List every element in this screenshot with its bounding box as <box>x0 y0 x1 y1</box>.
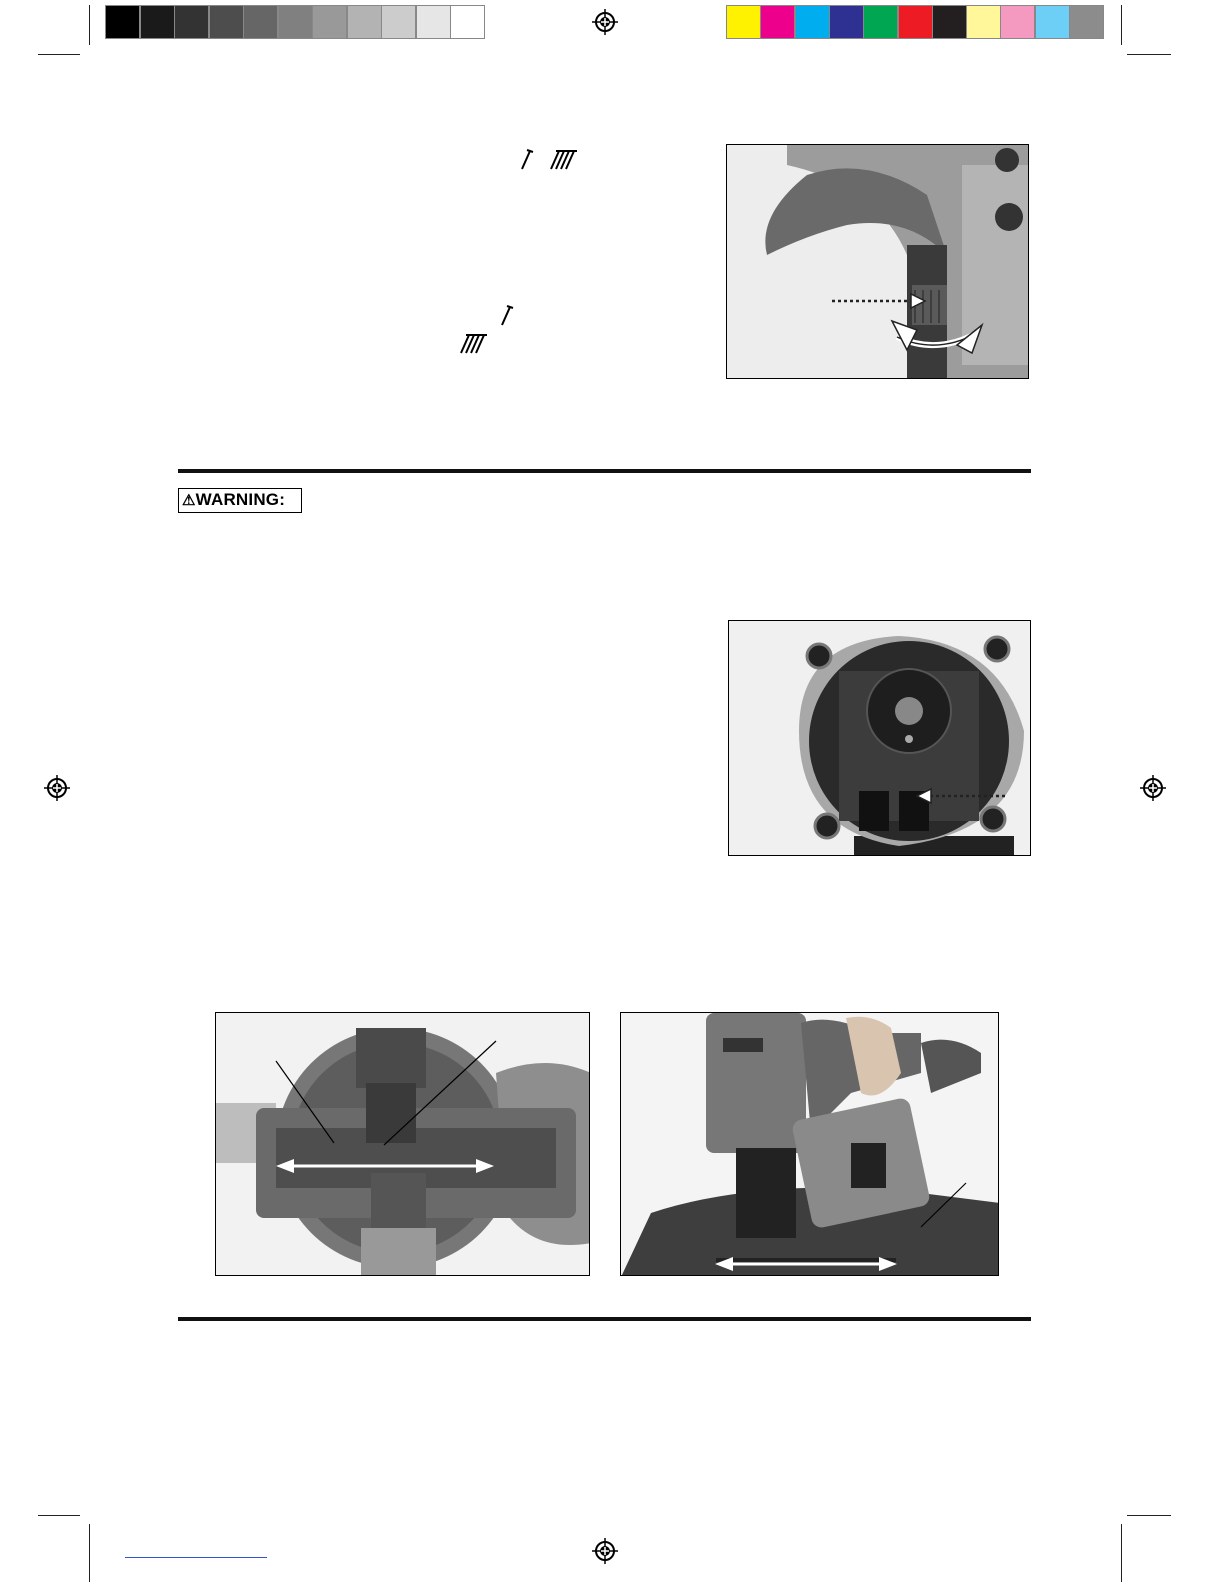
collated-nails-icon-2 <box>458 331 488 355</box>
grayscale-swatch <box>140 5 175 39</box>
process-color-swatch <box>932 5 967 39</box>
single-nail-icon <box>518 147 534 171</box>
process-color-swatch <box>795 5 830 39</box>
figure-coil-canister <box>728 620 1031 856</box>
footer-link-underline[interactable] <box>125 1557 267 1558</box>
grayscale-swatch <box>174 5 209 39</box>
depth-dial-illustration <box>727 145 1029 379</box>
figure-depth-adjustment-dial <box>726 144 1029 379</box>
grayscale-swatch <box>243 5 278 39</box>
warning-label <box>178 488 302 513</box>
process-color-swatch <box>726 5 761 39</box>
grayscale-swatch <box>450 5 485 39</box>
crop-mark-top-left-h <box>38 54 80 55</box>
crop-mark-top-right-v <box>1121 5 1122 45</box>
registration-mark-bottom-icon <box>590 1536 620 1566</box>
grayscale-swatch <box>381 5 416 39</box>
warning-label-text: WARNING: <box>195 490 286 509</box>
process-color-swatch <box>829 5 864 39</box>
crop-mark-bottom-right-v <box>1121 1524 1122 1582</box>
figure-canister-shelf-adjustment <box>215 1012 590 1276</box>
section-divider-bottom <box>178 1317 1031 1321</box>
grayscale-swatch <box>105 5 140 39</box>
process-color-swatch <box>966 5 1001 39</box>
warning-triangle-icon: ⚠ <box>182 492 196 509</box>
grayscale-swatch <box>278 5 313 39</box>
process-color-swatch <box>898 5 933 39</box>
section-divider-top <box>178 469 1031 473</box>
coil-canister-illustration <box>729 621 1031 856</box>
single-nail-icon-2 <box>498 303 514 327</box>
crop-mark-bottom-left-h <box>38 1515 80 1516</box>
crop-mark-bottom-left-v <box>89 1524 90 1582</box>
process-color-swatch <box>760 5 795 39</box>
grayscale-swatch <box>209 5 244 39</box>
process-color-swatch <box>1000 5 1035 39</box>
crop-mark-bottom-right-h <box>1127 1515 1171 1516</box>
collated-nails-icon <box>548 147 578 171</box>
grayscale-swatch <box>312 5 347 39</box>
registration-mark-top-icon <box>590 7 620 37</box>
registration-mark-right-icon <box>1138 773 1168 803</box>
brand-logo-plate <box>723 1038 763 1052</box>
registration-mark-left-icon <box>42 773 72 803</box>
grayscale-swatch <box>416 5 451 39</box>
grayscale-swatch <box>347 5 382 39</box>
canister-shelf-illustration <box>216 1013 590 1276</box>
crop-mark-top-right-h <box>1127 54 1171 55</box>
process-color-swatch <box>863 5 898 39</box>
process-color-swatch <box>1069 5 1104 39</box>
crop-mark-top-left-v <box>89 5 90 45</box>
nailer-shingle-illustration <box>621 1013 999 1276</box>
process-color-swatch <box>1035 5 1070 39</box>
figure-nailer-on-shingle <box>620 1012 999 1276</box>
